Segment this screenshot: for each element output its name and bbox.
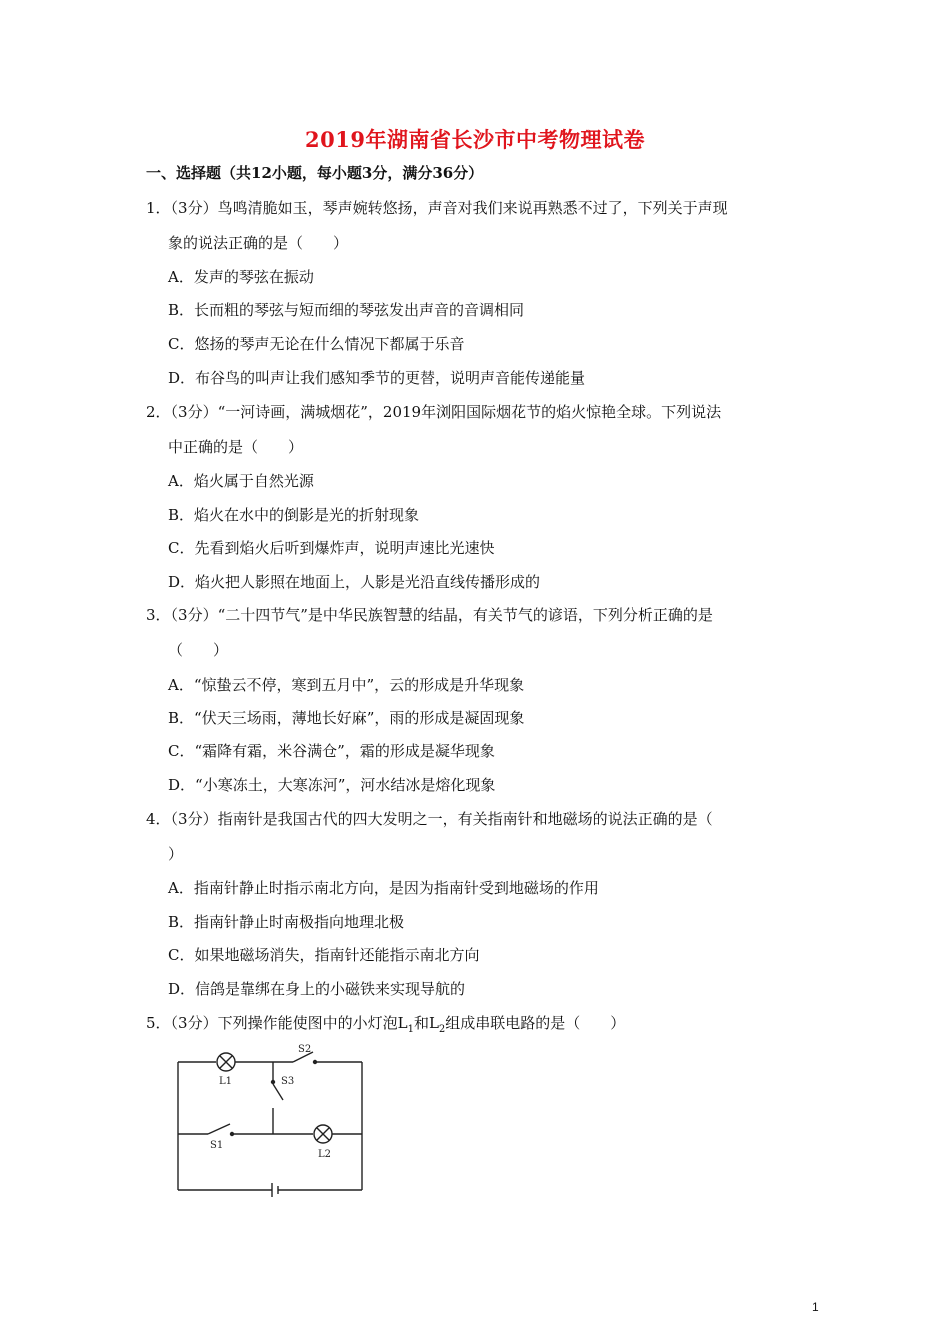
question-5-sub1: 1	[407, 1024, 414, 1035]
question-5-sub2: 2	[438, 1024, 446, 1035]
question-2-option-a: A．焰火属于自然光源	[168, 472, 314, 490]
question-3-stem: 3．（3分）“二十四节气”是中华民族智慧的结晶，有关节气的谚语，下列分析正确的是	[146, 606, 713, 624]
question-3-stem-cont: （ ）	[168, 641, 229, 659]
switch-s1-icon	[208, 1124, 230, 1134]
label-s1: S1	[210, 1140, 224, 1151]
question-4-stem: 4．（3分）指南针是我国古代的四大发明之一，有关指南针和地磁场的说法正确的是（	[146, 810, 713, 828]
question-2-option-d: D．焰火把人影照在地面上，人影是光沿直线传播形成的	[168, 573, 541, 591]
circuit-diagram	[168, 1040, 378, 1200]
question-5-stem	[146, 1013, 625, 1040]
question-3-option-c: C．“霜降有霜，米谷满仓”，霜的形成是凝华现象	[168, 742, 495, 760]
question-3-option-b: B．“伏天三场雨，薄地长好麻”，雨的形成是凝固现象	[168, 709, 525, 727]
page-number: 1	[812, 1300, 819, 1314]
question-5-mid: 和L	[413, 1014, 439, 1032]
question-5-prefix: 5．（3分）下列操作能使图中的小灯泡L	[146, 1014, 408, 1032]
page-title: 2019年湖南省长沙市中考物理试卷	[305, 127, 645, 152]
question-1-option-c: C．悠扬的琴声无论在什么情况下都属于乐音	[168, 335, 465, 353]
question-1-option-b: B．长而粗的琴弦与短而细的琴弦发出声音的音调相同	[168, 301, 525, 319]
question-1-stem: 1．（3分）鸟鸣清脆如玉，琴声婉转悠扬，声音对我们来说再熟悉不过了，下列关于声现	[146, 199, 728, 217]
label-s2: S2	[298, 1044, 312, 1055]
question-4-stem-cont: ）	[168, 845, 184, 863]
question-4-option-a: A．指南针静止时指示南北方向，是因为指南针受到地磁场的作用	[168, 879, 599, 897]
question-4-option-b: B．指南针静止时南极指向地理北极	[168, 913, 405, 931]
question-4-option-c: C．如果地磁场消失，指南针还能指示南北方向	[168, 946, 480, 964]
question-1-option-d: D．布谷鸟的叫声让我们感知季节的更替，说明声音能传递能量	[168, 369, 586, 387]
question-2-stem-cont: 中正确的是（ ）	[168, 438, 304, 456]
question-5-suffix: 组成串联电路的是（ ）	[445, 1014, 626, 1032]
question-2-stem: 2．（3分）“一河诗画，满城烟花”，2019年浏阳国际烟花节的焰火惊艳全球。下列说法	[146, 403, 722, 421]
question-2-option-c: C．先看到焰火后听到爆炸声，说明声速比光速快	[168, 539, 495, 557]
question-1-stem-cont: 象的说法正确的是（ ）	[168, 234, 349, 252]
question-1-option-a: A．发声的琴弦在振动	[168, 268, 314, 286]
question-3-option-a: A．“惊蛰云不停，寒到五月中”，云的形成是升华现象	[168, 676, 525, 694]
label-l2: L2	[318, 1149, 332, 1160]
section-heading: 一、选择题（共12小题，每小题3分，满分36分）	[146, 164, 484, 182]
label-l1: L1	[219, 1076, 233, 1087]
question-4-option-d: D．信鸽是靠绑在身上的小磁铁来实现导航的	[168, 980, 466, 998]
question-2-option-b: B．焰火在水中的倒影是光的折射现象	[168, 506, 420, 524]
label-s3: S3	[281, 1076, 295, 1087]
question-3-option-d: D．“小寒冻土，大寒冻河”，河水结冰是熔化现象	[168, 776, 496, 794]
